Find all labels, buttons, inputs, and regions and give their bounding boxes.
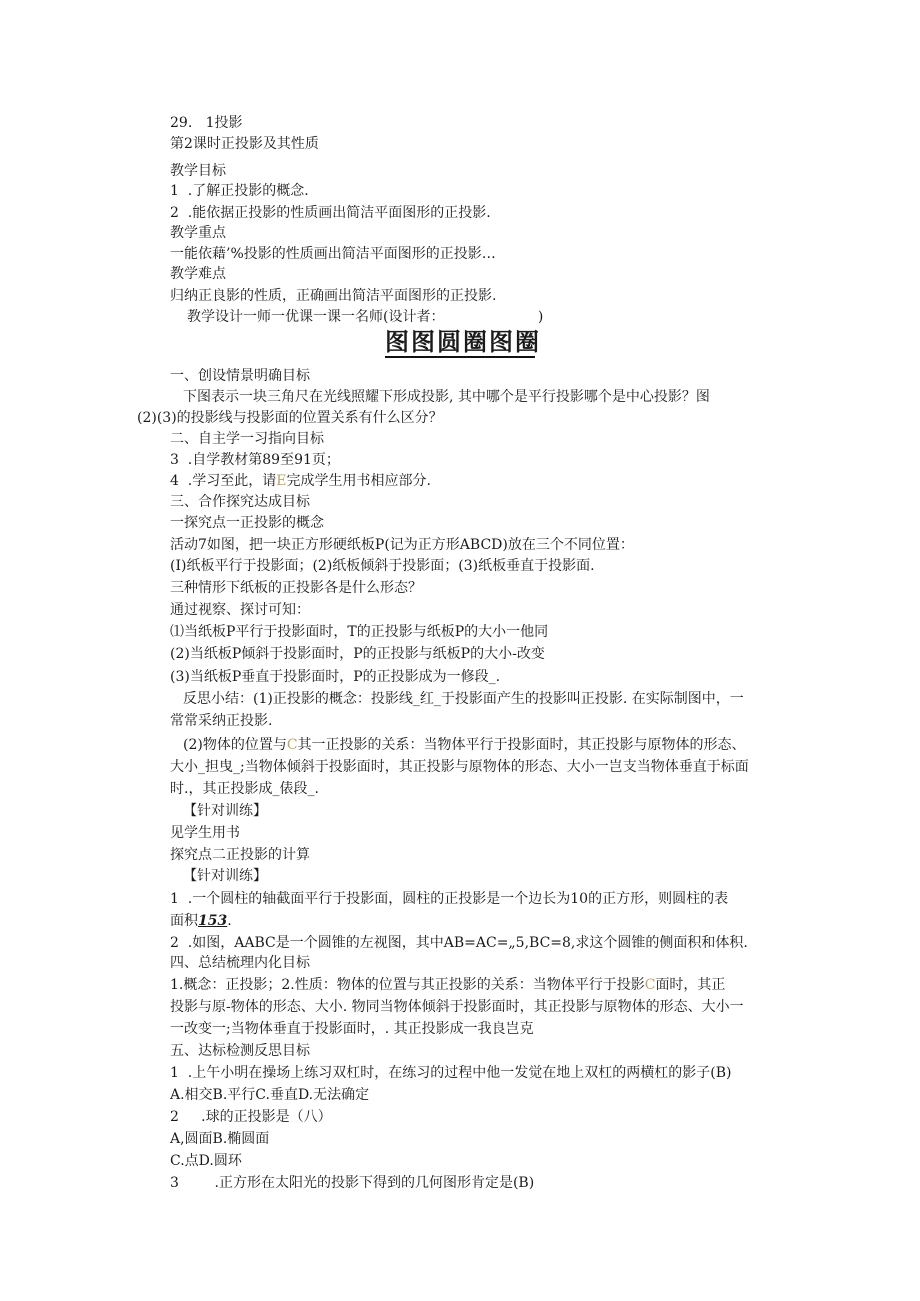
scan-mark: C [644, 977, 656, 993]
training-item-2: 2 .如图，AABC是一个圆锥的左视图，其中AB=AC=„5,BC=8,求这个圆锥的侧面积和体积. [170, 935, 748, 951]
lesson-title: 第2课时正投影及其性质 [170, 136, 319, 152]
quiz-question-1: 1 .上午小明在操场上练习双杠时，在练习的过程中他一发觉在地上双杠的两横杠的影子(B) [170, 1065, 732, 1081]
part1-paragraph-line-2: (2)(3)的投影线与投影面的位置关系有什么区分？ [137, 410, 443, 426]
summary-line-3: 一改变一;当物体垂直于投影面时，. 其正投影成一我良岂克 [170, 1021, 534, 1037]
scan-mark: C [286, 737, 298, 753]
reflection-line-2: 常常采纳正投影. [170, 713, 273, 729]
conclusion-3: (3)当纸板P垂直于投影面时，P的正投影成为一修段_. [170, 669, 501, 685]
reflection-line-3-text-a: (2)物体的位置与 [183, 737, 287, 753]
goals-heading: 教学目标 [170, 163, 226, 179]
training-item-1-answer: 153 [198, 913, 228, 929]
part2-heading: 二、自主学一习指向目标 [170, 431, 324, 447]
reflection-line-1: 反思小结：(1)正投影的概念：投影线_红_于投影面产生的投影叫正投影. 在实际制图中，一 [183, 691, 744, 707]
reflection-line-5: 时.，其正投影成_俵段_. [170, 781, 319, 797]
part5-heading: 五、达标检测反思目标 [170, 1043, 310, 1059]
summary-line-1-text-b: 面时，其正 [655, 977, 726, 993]
quiz-question-1-options: A.相交B.平行C.垂直D.无法确定 [170, 1087, 370, 1103]
observe-text: 通过视察、探讨可知： [170, 602, 310, 618]
section-number: 29. 1投影 [170, 115, 243, 131]
explore-point-1: 一探究点一正投影的概念 [170, 515, 324, 531]
part3-heading: 三、合作探究达成目标 [170, 494, 310, 510]
training-item-1-line-2 [170, 912, 232, 930]
focus-text: 一能依藉’%投影的性质画出简洁平面图形的正投影… [170, 246, 496, 262]
focus-heading: 教学重点 [170, 225, 226, 241]
training-item-1-text: 面积 [170, 913, 198, 929]
reflection-line-3 [183, 736, 746, 754]
part2-item-4-text-a: 4 .学习至此，请 [170, 473, 277, 489]
quiz-question-3: 3 .正方形在太阳光的投影下得到的几何图形肯定是(B) [170, 1175, 535, 1191]
summary-line-1 [170, 976, 725, 994]
training-heading-2: 【针对训练】 [183, 868, 267, 884]
difficulty-heading: 教学难点 [170, 266, 226, 282]
explore-point-2: 探究点二正投影的计算 [170, 847, 310, 863]
part2-item-4-text-b: 完成学生用书相应部分. [286, 473, 431, 489]
reflection-line-4: 大小_担曳_;当物体倾斜于投影面时，其正投影与原物体的形态、大小一岂支当物体垂直于标面 [170, 759, 749, 775]
part1-heading: 一、创设情景明确目标 [170, 368, 310, 384]
goal-item-2: 2 .能依据正投影的性质画出简洁平面图形的正投影. [170, 205, 491, 221]
training-item-1-period: . [227, 913, 232, 929]
summary-line-1-text-a: 1.概念：正投影；2.性质：物体的位置与其正投影的关系：当物体平行于投影 [170, 977, 645, 993]
student-book-note: 见学生用书 [170, 825, 240, 841]
design-credit: 教学设计一师一优课一课一名师(设计者： ) [187, 309, 544, 325]
part2-item-4 [170, 472, 431, 490]
quiz-question-2-options-a: A,圆面B.椭圆面 [170, 1131, 270, 1147]
goal-item-1: 1 .了解正投影的概念. [170, 183, 309, 199]
scan-mark: E [276, 473, 287, 489]
quiz-question-2-options-b: C.点D.圆环 [170, 1153, 242, 1169]
positions-text: (I)纸板平行于投影面；(2)纸板倾斜于投影面；(3)纸板垂直于投影面. [170, 558, 595, 574]
reflection-line-3-text-b: 其一正投影的关系：当物体平行于投影面时，其正投影与原物体的形态、 [297, 737, 746, 753]
quiz-question-2: 2 .球的正投影是（八） [170, 1109, 332, 1125]
summary-line-2: 投影与原-物体的形态、大小. 物同当物体倾斜于投影面时，其正投影与原物体的形态、大小一 [170, 999, 744, 1015]
decorative-banner: 图图圆圈图圈 [385, 327, 541, 356]
part1-paragraph-line-1: 下图表示一块三角尺在光线照耀下形成投影, 其中哪个是平行投影哪个是中心投影？图 [183, 389, 710, 405]
question-text: 三种情形下纸板的正投影各是什么形态？ [170, 580, 422, 596]
part2-item-3: 3 .自学教材第89至91页； [170, 452, 340, 468]
training-heading-1: 【针对训练】 [183, 803, 267, 819]
part4-heading: 四、总结梳理内化目标 [170, 955, 310, 971]
training-item-1-line-1: 1 .一个圆柱的轴截面平行于投影面，圆柱的正投影是一个边长为10的正方形，则圆柱的表 [170, 891, 729, 907]
conclusion-1: ⑴当纸板P平行于投影面时，T的正投影与纸板P的大小一他同 [170, 624, 549, 640]
conclusion-2: (2)当纸板P倾斜于投影面时，P的正投影与纸板P的大小-改变 [170, 646, 545, 662]
difficulty-text: 归纳正良影的性质，正确画出简洁平面图形的正投影. [170, 288, 497, 304]
activity-text: 活动7如图，把一块正方形硬纸板P(记为正方形ABCD)放在三个不同位置： [170, 537, 634, 553]
